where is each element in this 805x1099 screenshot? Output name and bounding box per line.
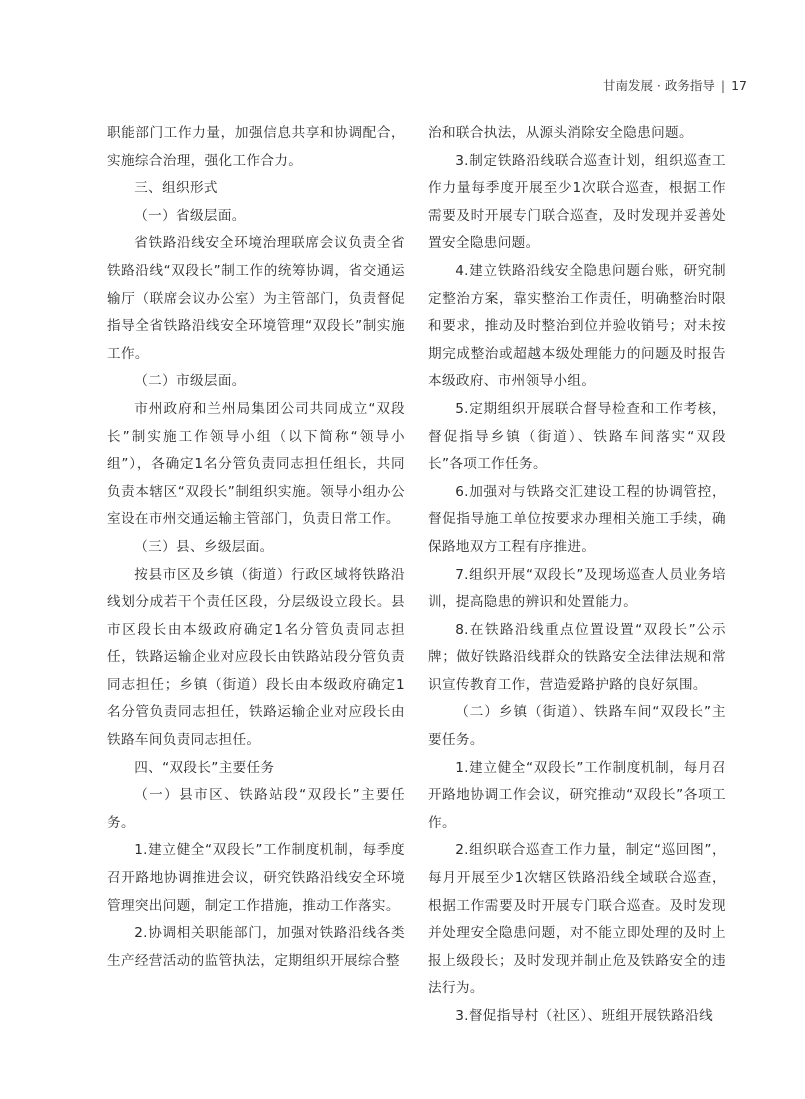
paragraph: 1.建立健全“双段长”工作制度机制，每季度召开路地协调推进会议，研究铁路沿线安全环境管理突出问题，制定工作措施，推动工作落实。 xyxy=(107,842,405,914)
section-heading: 四、“双段长”主要任务 xyxy=(134,759,275,776)
left-column xyxy=(107,120,405,975)
subsection-heading: （二）市级层面。 xyxy=(134,373,246,390)
subsection-heading: （一）省级层面。 xyxy=(134,207,246,224)
paragraph: 2.协调相关职能部门，加强对铁路沿线各类生产经营活动的监管执法，定期组织开展综合整 xyxy=(107,925,405,969)
paragraph: 2.组织联合巡查工作力量，制定“巡回图”，每月开展至少1次辖区铁路沿线全域联合巡查，根据工作需要及时开展专门联合巡查。及时发现并处理安全隐患问题，对不能立即处理的及时上报上级段长；及时发现并制止危及铁路安全的违法行为。 xyxy=(428,842,726,997)
section-title: 甘南发展 · 政务指导 xyxy=(602,78,715,93)
paragraph: 1.建立健全“双段长”工作制度机制，每月召开路地协调工作会议，研究推动“双段长”各项工作。 xyxy=(428,759,726,831)
paragraph: 3.督促指导村（社区）、班组开展铁路沿线 xyxy=(455,1008,714,1024)
right-column xyxy=(428,120,726,1031)
paragraph: 7.组织开展“双段长”及现场巡查人员业务培训，提高隐患的辨识和处置能力。 xyxy=(428,566,726,611)
paragraph: 8.在铁路沿线重点位置设置“双段长”公示牌；做好铁路沿线群众的铁路安全法律法规和常识宣传教育工作，营造爱路护路的良好氛围。 xyxy=(428,621,726,693)
subsection-heading: （二）乡镇（街道）、铁路车间“双段长”主要任务。 xyxy=(428,704,726,749)
paragraph: 4.建立铁路沿线安全隐患问题台账，研究制定整治方案，靠实整治工作责任，明确整治时限和要求，推动及时整治到位并验收销号；对未按期完成整治或超越本级处理能力的问题及时报告本级政府、市州领导小组。 xyxy=(428,262,726,390)
paragraph: 6.加强对与铁路交汇建设工程的协调管控，督促指导施工单位按要求办理相关施工手续，确保路地双方工程有序推进。 xyxy=(428,483,726,555)
paragraph: 3.制定铁路沿线联合巡查计划，组织巡查工作力量每季度开展至少1次联合巡查，根据工作需要及时开展专门联合巡查，及时发现并妥善处置安全隐患问题。 xyxy=(428,152,726,252)
paragraph: 5.定期组织开展联合督导检查和工作考核，督促指导乡镇（街道）、铁路车间落实“双段长”各项工作任务。 xyxy=(428,400,726,473)
subsection-heading: （一）县市区、铁路站段“双段长”主要任务。 xyxy=(107,787,405,831)
section-heading: 三、组织形式 xyxy=(134,180,218,197)
paragraph: 职能部门工作力量，加强信息共享和协调配合，实施综合治理，强化工作合力。 xyxy=(107,125,405,169)
subsection-heading: （三）县、乡级层面。 xyxy=(134,538,274,555)
paragraph: 市州政府和兰州局集团公司共同成立“双段长”制实施工作领导小组（以下简称“领导小组”），各确定1名分管负责同志担任组长，共同负责本辖区“双段长”制组织实施。领导小组办公室设在市州交通运输主管部门，负责日常工作。 xyxy=(107,400,405,528)
page-number: 17 xyxy=(731,78,747,93)
paragraph: 按县市区及乡镇（街道）行政区域将铁路沿线划分成若干个责任区段，分层级设立段长。县市区段长由本级政府确定1名分管负责同志担任，铁路运输企业对应段长由铁路站段分管负责同志担任；乡镇（街道）段长由本级政府确定1名分管负责同志担任，铁路运输企业对应段长由铁路车间负责同志担任。 xyxy=(107,566,405,749)
paragraph: 省铁路沿线安全环境治理联席会议负责全省铁路沿线“双段长”制工作的统筹协调，省交通运输厅（联席会议办公室）为主管部门，负责督促指导全省铁路沿线安全环境管理“双段长”制实施工作。 xyxy=(107,235,405,362)
header-divider: | xyxy=(720,78,726,93)
page-header xyxy=(603,76,747,94)
paragraph: 治和联合执法，从源头消除安全隐患问题。 xyxy=(428,125,693,141)
